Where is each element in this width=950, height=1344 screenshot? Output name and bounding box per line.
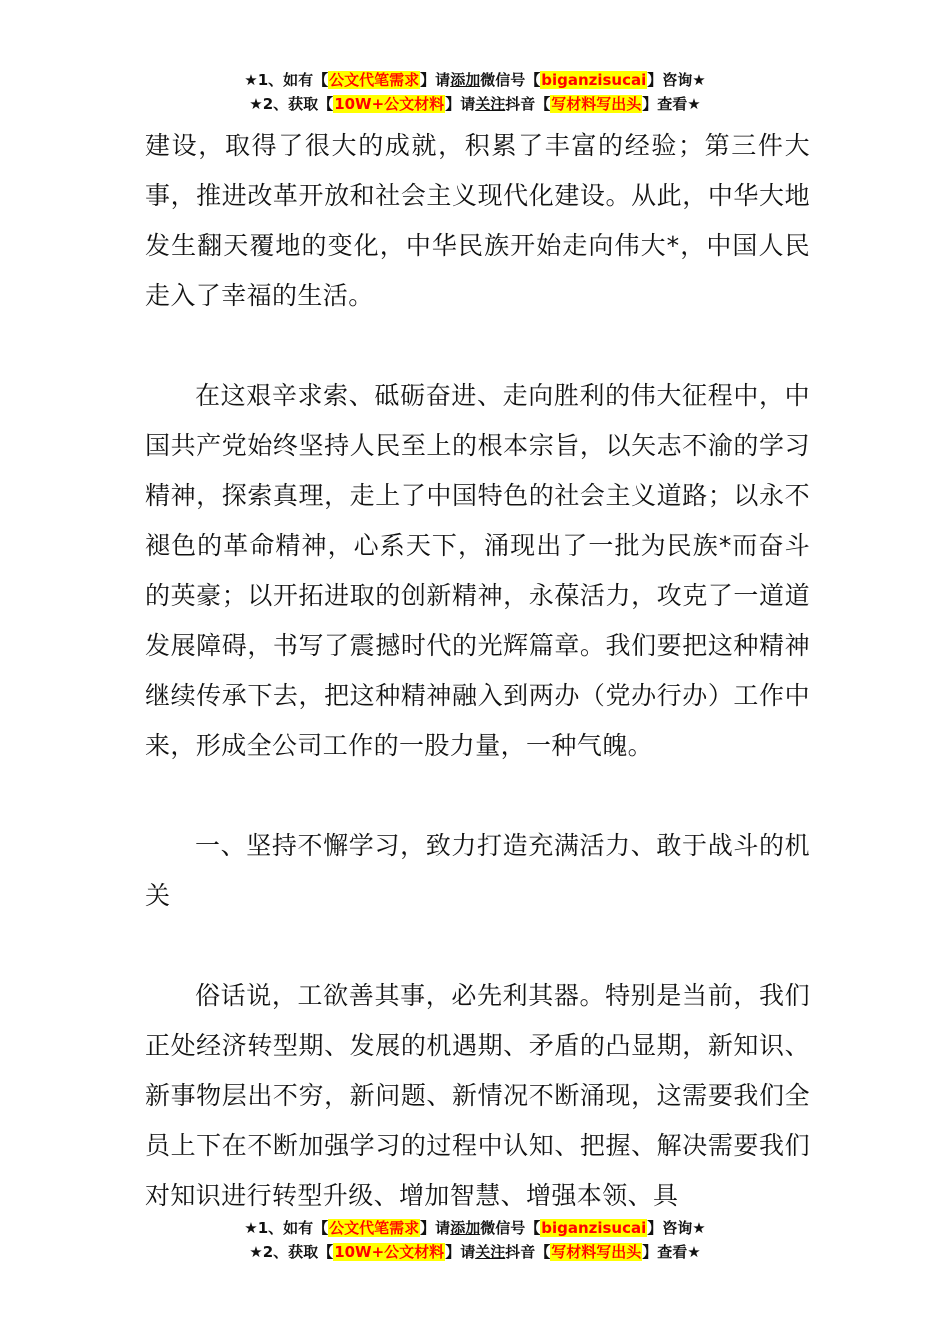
banner-suffix: 】咨询★ [647, 1219, 706, 1237]
banner-prefix: ★2、获取【 [249, 1243, 334, 1261]
paragraph-gap [145, 771, 810, 821]
highlight-service: 公文代笔需求 [329, 71, 420, 89]
banner-line-2 [0, 1240, 950, 1264]
banner-text: 】请 [445, 1243, 476, 1261]
banner-prefix: ★2、获取【 [249, 95, 334, 113]
banner-prefix: ★1、如有【 [244, 1219, 329, 1237]
paragraph-gap [145, 921, 810, 971]
banner-text: 微信号【 [480, 1219, 541, 1237]
banner-suffix: 】查看★ [642, 1243, 701, 1261]
highlight-materials: 10W+公文材料 [334, 95, 445, 113]
banner-text: 微信号【 [480, 71, 541, 89]
highlight-douyin: 写材料写出头 [551, 95, 642, 113]
banner-text: 抖音【 [505, 1243, 551, 1261]
banner-line-1 [0, 1216, 950, 1240]
highlight-materials: 10W+公文材料 [334, 1243, 445, 1261]
highlight-douyin: 写材料写出头 [551, 1243, 642, 1261]
footer-banner [0, 1216, 950, 1264]
banner-line-2 [0, 92, 950, 116]
underlined-text: 添加 [450, 71, 481, 89]
banner-line-1 [0, 68, 950, 92]
banner-text: 】请 [420, 71, 451, 89]
highlight-wechat-id: biganzisucai [541, 71, 647, 89]
banner-suffix: 】咨询★ [647, 71, 706, 89]
paragraph-spirit: 在这艰辛求索、砥砺奋进、走向胜利的伟大征程中，中国共产党始终坚持人民至上的根本宗旨，以矢志不渝的学习精神，探索真理，走上了中国特色的社会主义道路；以永不褪色的革命精神，心系天下，涌现出了一批为民族*而奋斗的英豪；以开拓进取的创新精神，永葆活力，攻克了一道道发展障碍，书写了震撼时代的光辉篇章。我们要把这种精神继续传承下去，把这种精神融入到两办（党办行办）工作中来，形成全公司工作的一股力量，一种气魄。 [145, 381, 810, 760]
underlined-text: 关注 [475, 1243, 506, 1261]
underlined-text: 添加 [450, 1219, 481, 1237]
header-banner [0, 68, 950, 116]
underlined-text: 关注 [475, 95, 506, 113]
banner-text: 抖音【 [505, 95, 551, 113]
section-heading: 一、坚持不懈学习，致力打造充满活力、敢于战斗的机关 [145, 831, 810, 910]
banner-text: 】请 [420, 1219, 451, 1237]
paragraph-gap [145, 321, 810, 371]
document-body [145, 121, 810, 1221]
banner-suffix: 】查看★ [642, 95, 701, 113]
paragraph-continuation: 建设，取得了很大的成就，积累了丰富的经验；第三件大事，推进改革开放和社会主义现代化建设。从此，中华大地发生翻天覆地的变化，中华民族开始走向伟大*，中国人民走入了幸福的生活。 [145, 131, 810, 310]
banner-prefix: ★1、如有【 [244, 71, 329, 89]
paragraph-learning: 俗话说，工欲善其事，必先利其器。特别是当前，我们正处经济转型期、发展的机遇期、矛盾的凸显期，新知识、新事物层出不穷，新问题、新情况不断涌现，这需要我们全员上下在不断加强学习的过程中认知、把握、解决需要我们对知识进行转型升级、增加智慧、增强本领、具 [145, 981, 810, 1210]
highlight-wechat-id: biganzisucai [541, 1219, 647, 1237]
banner-text: 】请 [445, 95, 476, 113]
highlight-service: 公文代笔需求 [329, 1219, 420, 1237]
